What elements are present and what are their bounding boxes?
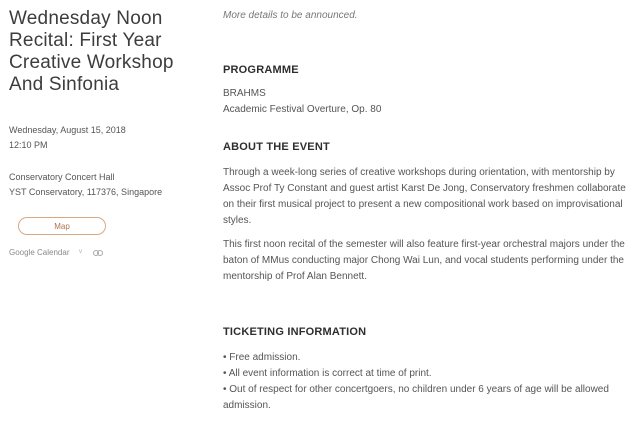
- event-details: [223, 9, 635, 414]
- programme-composer: BRAHMS: [223, 88, 266, 99]
- programme-heading: PROGRAMME: [223, 64, 299, 76]
- event-title-line: Recital: First Year: [9, 30, 162, 51]
- about-heading: ABOUT THE EVENT: [223, 141, 330, 153]
- event-time: 12:10 PM: [9, 140, 48, 150]
- venue-name: Conservatory Concert Hall: [9, 172, 115, 182]
- event-datetime: [9, 123, 199, 153]
- list-item: • All event information is correct at time of print.: [223, 368, 432, 379]
- list-item: • Out of respect for other concertgoers, no children under 6 years of age will be allowed admission.: [223, 384, 609, 411]
- about-paragraph: Through a week-long series of creative workshops during orientation, with mentorship by Assoc Prof Ty Constant and guest artist Karst De Jong, Conservatory freshmen collaborate on their first musical project to present a new compositional work based on improvisational styles.: [223, 167, 626, 226]
- event-date: Wednesday, August 15, 2018: [9, 125, 126, 135]
- event-title-line: Creative Workshop: [9, 52, 174, 73]
- programme-list: [223, 86, 635, 118]
- chevron-down-icon[interactable]: ˅: [78, 249, 83, 256]
- event-title: [9, 8, 199, 96]
- ticketing-list: [223, 350, 635, 414]
- programme-piece: Academic Festival Overture, Op. 80: [223, 104, 382, 115]
- event-title-line: Wednesday Noon: [9, 8, 163, 29]
- event-sidebar: [9, 8, 199, 257]
- list-item: • Free admission.: [223, 352, 301, 363]
- venue-address: YST Conservatory, 117376, Singapore: [9, 187, 163, 197]
- calendar-row: [9, 248, 199, 257]
- ticketing-heading: TICKETING INFORMATION: [223, 326, 367, 338]
- link-icon[interactable]: [93, 250, 103, 256]
- map-button[interactable]: Map: [18, 217, 106, 235]
- about-paragraph: This first noon recital of the semester will also feature first-year orchestral majors under the baton of MMus conducting major Chong Wai Lun, and vocal students performing under the mentorship of Prof Alan Bennett.: [223, 239, 625, 282]
- event-venue: [9, 170, 199, 200]
- details-tba-note: More details to be announced.: [223, 10, 358, 21]
- google-calendar-link[interactable]: Google Calendar: [9, 248, 70, 257]
- event-title-line: And Sinfonia: [9, 74, 120, 95]
